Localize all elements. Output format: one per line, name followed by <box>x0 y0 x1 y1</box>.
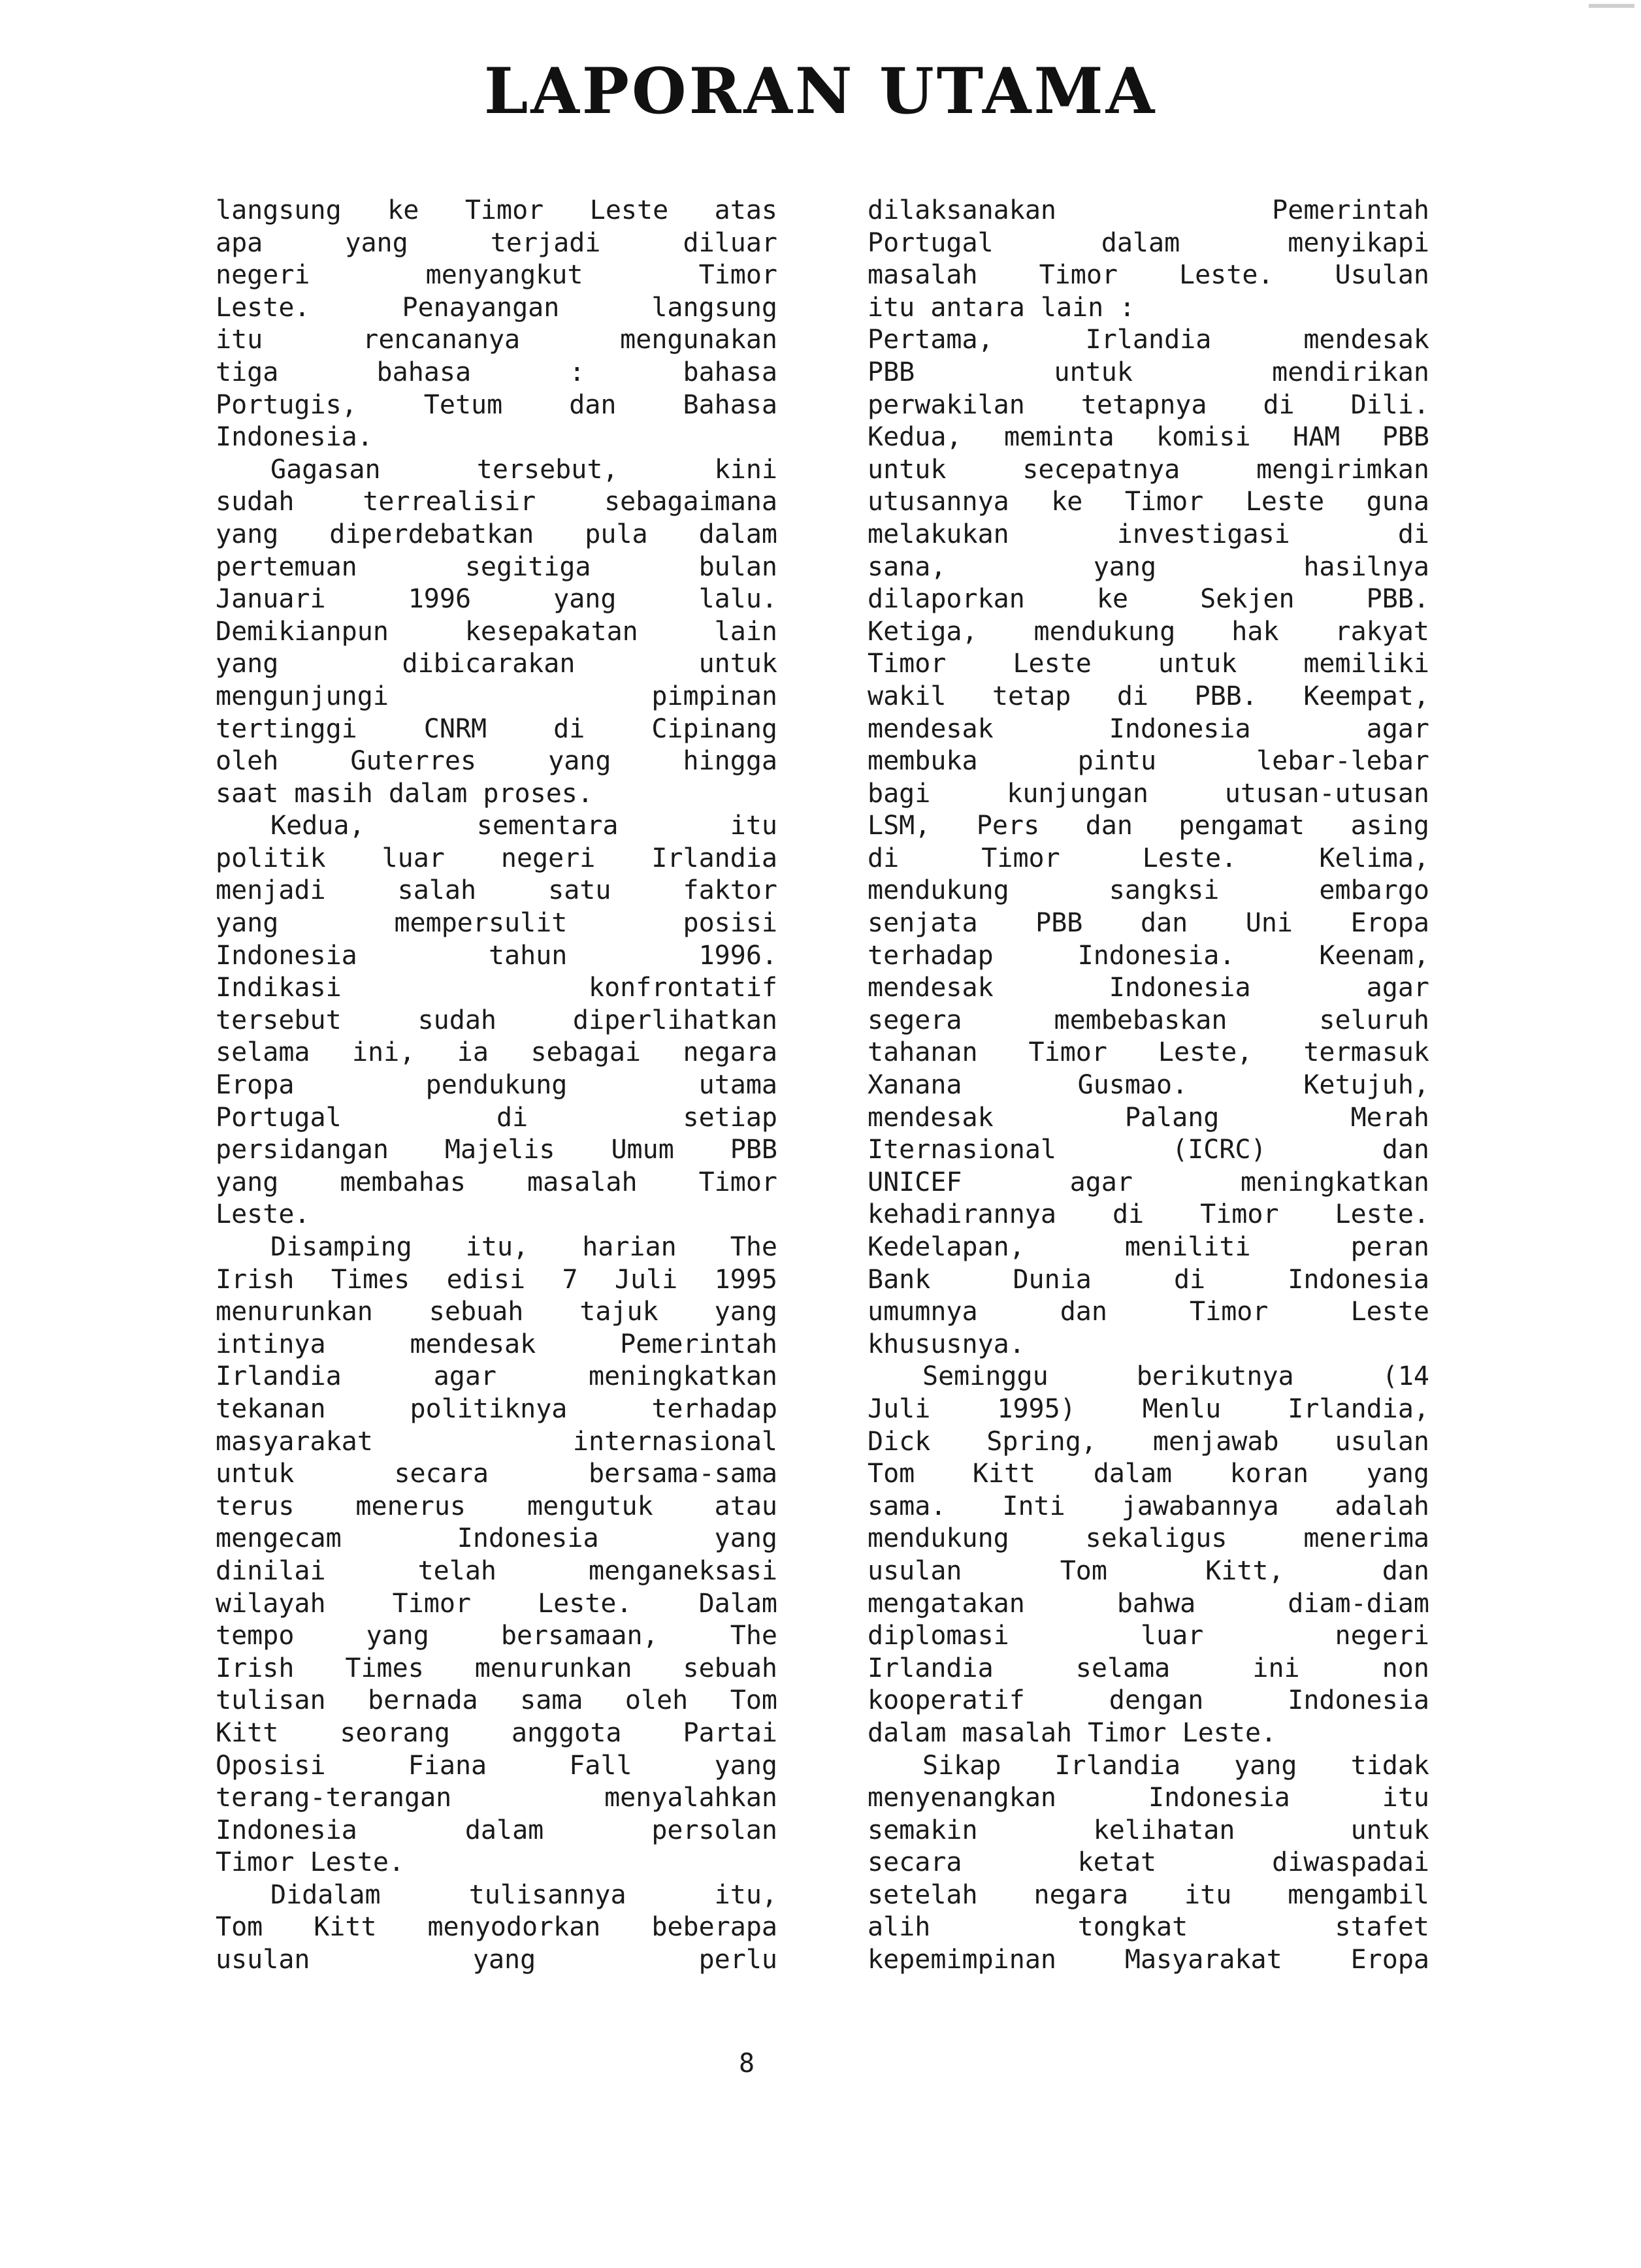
text-line: terhadap Indonesia. Keenam, <box>868 940 1429 971</box>
text-line: negeri menyangkut Timor <box>216 260 777 291</box>
text-line: usulan Tom Kitt, dan <box>868 1555 1429 1586</box>
right-column <box>868 195 1429 1977</box>
text-line: bagi kunjungan utusan-utusan <box>868 778 1429 809</box>
text-line: Irlandia selama ini non <box>868 1653 1429 1683</box>
text-line: Leste. <box>216 1199 310 1230</box>
text-line: mendukung sekaligus menerima <box>868 1523 1429 1554</box>
text-line: mendukung sangksi embargo <box>868 875 1429 906</box>
text-line: menurunkan sebuah tajuk yang <box>216 1297 777 1327</box>
text-line: itu antara lain : <box>868 292 1135 323</box>
text-line: menyenangkan Indonesia itu <box>868 1783 1429 1813</box>
text-line: terus menerus mengutuk atau <box>216 1491 777 1521</box>
text-line: membuka pintu lebar-lebar <box>868 746 1429 777</box>
text-line: sana, yang hasilnya <box>868 551 1429 582</box>
text-line: setelah negara itu mengambil <box>868 1879 1429 1910</box>
text-line: tiga bahasa : bahasa <box>216 357 777 387</box>
text-line: Kedua, sementara itu <box>270 811 777 841</box>
text-line: kehadirannya di Timor Leste. <box>868 1199 1429 1230</box>
left-column <box>216 195 777 1977</box>
text-line: Portugis, Tetum dan Bahasa <box>216 389 777 420</box>
text-line: dalam masalah Timor Leste. <box>868 1717 1277 1748</box>
text-line: Dick Spring, menjawab usulan <box>868 1426 1429 1457</box>
text-line: senjata PBB dan Uni Eropa <box>868 908 1429 939</box>
text-line: intinya mendesak Pemerintah <box>216 1329 777 1359</box>
text-line: Demikianpun kesepakatan lain <box>216 616 777 647</box>
text-line: Indonesia tahun 1996. <box>216 940 777 971</box>
text-line: dilaporkan ke Sekjen PBB. <box>868 584 1429 615</box>
text-line: tahanan Timor Leste, termasuk <box>868 1037 1429 1068</box>
text-line: untuk secara bersama-sama <box>216 1459 777 1489</box>
text-line: yang diperdebatkan pula dalam <box>216 519 777 549</box>
text-line: Tom Kitt dalam koran yang <box>868 1459 1429 1489</box>
text-line: Portugal dalam menyikapi <box>868 227 1429 258</box>
text-line: saat masih dalam proses. <box>216 778 593 809</box>
text-line: wilayah Timor Leste. Dalam <box>216 1588 777 1619</box>
text-line: terang-terangan menyalahkan <box>216 1783 777 1813</box>
text-line: Ketiga, mendukung hak rakyat <box>868 616 1429 647</box>
text-line: semakin kelihatan untuk <box>868 1815 1429 1845</box>
text-line: Leste. Penayangan langsung <box>216 292 777 323</box>
text-line: Indonesia. <box>216 422 373 453</box>
text-line: segera membebaskan seluruh <box>868 1005 1429 1035</box>
text-line: masyarakat internasional <box>216 1426 777 1457</box>
text-line: oleh Guterres yang hingga <box>216 746 777 777</box>
text-line: kooperatif dengan Indonesia <box>868 1685 1429 1716</box>
text-line: UNICEF agar meningkatkan <box>868 1167 1429 1197</box>
text-line: khususnya. <box>868 1329 1025 1359</box>
text-line: Iternasional (ICRC) dan <box>868 1135 1429 1165</box>
text-line: Sikap Irlandia yang tidak <box>922 1750 1429 1781</box>
text-line: Irish Times edisi 7 Juli 1995 <box>216 1264 777 1295</box>
text-line: di Timor Leste. Kelima, <box>868 843 1429 873</box>
text-line: langsung ke Timor Leste atas <box>216 195 777 225</box>
text-line: itu rencananya mengunakan <box>216 325 777 355</box>
text-line: mengunjungi pimpinan <box>216 681 777 711</box>
text-line: tulisan bernada sama oleh Tom <box>216 1685 777 1716</box>
text-line: Disamping itu, harian The <box>270 1232 777 1262</box>
text-line: tempo yang bersamaan, The <box>216 1621 777 1651</box>
text-line: Seminggu berikutnya (14 <box>922 1361 1429 1392</box>
text-line: Irlandia agar meningkatkan <box>216 1361 777 1392</box>
text-line: sudah terrealisir sebagaimana <box>216 487 777 517</box>
page-title: LAPORAN UTAMA <box>483 54 1158 128</box>
text-line: Oposisi Fiana Fall yang <box>216 1750 777 1781</box>
text-line: tekanan politiknya terhadap <box>216 1393 777 1424</box>
text-line: LSM, Pers dan pengamat asing <box>868 811 1429 841</box>
text-line: politik luar negeri Irlandia <box>216 843 777 873</box>
text-line: diplomasi luar negeri <box>868 1621 1429 1651</box>
text-line: mengatakan bahwa diam-diam <box>868 1588 1429 1619</box>
text-line: dilaksanakan Pemerintah <box>868 195 1429 225</box>
text-line: Indonesia dalam persolan <box>216 1815 777 1845</box>
text-line: tertinggi CNRM di Cipinang <box>216 713 777 744</box>
text-line: yang mempersulit posisi <box>216 908 777 939</box>
text-line: apa yang terjadi diluar <box>216 227 777 258</box>
text-line: Timor Leste untuk memiliki <box>868 649 1429 679</box>
text-line: Kitt seorang anggota Partai <box>216 1717 777 1748</box>
text-line: dinilai telah menganeksasi <box>216 1555 777 1586</box>
text-line: PBB untuk mendirikan <box>868 357 1429 387</box>
text-line: Eropa pendukung utama <box>216 1070 777 1101</box>
text-line: usulan yang perlu <box>216 1945 777 1975</box>
text-line: sama. Inti jawabannya adalah <box>868 1491 1429 1521</box>
text-line: mengecam Indonesia yang <box>216 1523 777 1554</box>
text-line: Pertama, Irlandia mendesak <box>868 325 1429 355</box>
text-line: Juli 1995) Menlu Irlandia, <box>868 1393 1429 1424</box>
text-line: mendesak Indonesia agar <box>868 973 1429 1003</box>
text-line: Tom Kitt menyodorkan beberapa <box>216 1912 777 1943</box>
text-line: wakil tetap di PBB. Keempat, <box>868 681 1429 711</box>
text-line: Kedelapan, meniliti peran <box>868 1232 1429 1262</box>
text-line: Gagasan tersebut, kini <box>270 454 777 485</box>
text-line: Portugal di setiap <box>216 1102 777 1133</box>
text-line: yang membahas masalah Timor <box>216 1167 777 1197</box>
text-line: melakukan investigasi di <box>868 519 1429 549</box>
text-line: Indikasi konfrontatif <box>216 973 777 1003</box>
text-line: Irish Times menurunkan sebuah <box>216 1653 777 1683</box>
text-line: secara ketat diwaspadai <box>868 1847 1429 1878</box>
text-line: persidangan Majelis Umum PBB <box>216 1135 777 1165</box>
text-line: alih tongkat stafet <box>868 1912 1429 1943</box>
text-line: yang dibicarakan untuk <box>216 649 777 679</box>
page-number: 8 <box>738 2049 755 2079</box>
text-line: Xanana Gusmao. Ketujuh, <box>868 1070 1429 1101</box>
text-line: menjadi salah satu faktor <box>216 875 777 906</box>
text-line: selama ini, ia sebagai negara <box>216 1037 777 1068</box>
text-line: utusannya ke Timor Leste guna <box>868 487 1429 517</box>
text-line: Januari 1996 yang lalu. <box>216 584 777 615</box>
text-line: umumnya dan Timor Leste <box>868 1297 1429 1327</box>
text-line: Bank Dunia di Indonesia <box>868 1264 1429 1295</box>
text-line: masalah Timor Leste. Usulan <box>868 260 1429 291</box>
text-line: kepemimpinan Masyarakat Eropa <box>868 1945 1429 1975</box>
text-line: mendesak Indonesia agar <box>868 713 1429 744</box>
text-line: untuk secepatnya mengirimkan <box>868 454 1429 485</box>
text-line: mendesak Palang Merah <box>868 1102 1429 1133</box>
text-line: tersebut sudah diperlihatkan <box>216 1005 777 1035</box>
text-line: pertemuan segitiga bulan <box>216 551 777 582</box>
text-line: Kedua, meminta komisi HAM PBB <box>868 422 1429 453</box>
text-line: Didalam tulisannya itu, <box>270 1879 777 1910</box>
text-line: Timor Leste. <box>216 1847 404 1878</box>
text-line: perwakilan tetapnya di Dili. <box>868 389 1429 420</box>
scan-artifact <box>1589 4 1634 8</box>
